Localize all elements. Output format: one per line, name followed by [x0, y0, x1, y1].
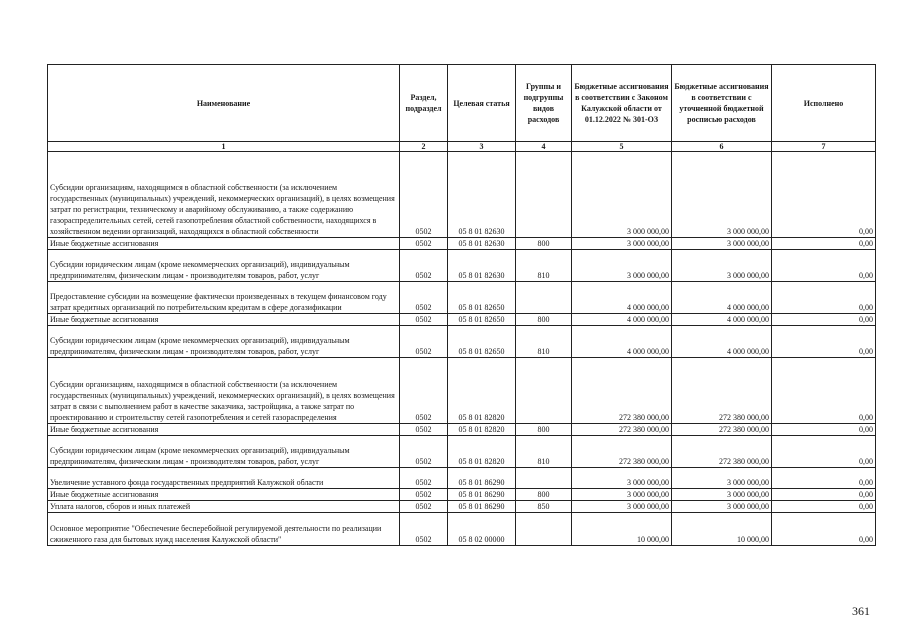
- row-name: Субсидии организациям, находящимся в областной собственности (за исключением государственных (муниципальных) учреждений, некоммерческих организаций), в целях возмещения затрат в связи с выполнением работ в качестве заказчика, застройщика, а также затрат по проектированию и строительству сетей газопотребления и сетей газораспределения: [48, 358, 400, 424]
- row-vid: [516, 513, 572, 546]
- row-law-amount: 3 000 000,00: [572, 238, 672, 250]
- row-ispolneno-amount: 0,00: [772, 424, 876, 436]
- header-law: Бюджетные ассигнования в соответствии с Законом Калужской области от 01.12.2022 № 301-ОЗ: [572, 65, 672, 142]
- row-razdel: 0502: [400, 238, 448, 250]
- row-razdel: 0502: [400, 326, 448, 358]
- row-statya: 05 8 01 82630: [448, 152, 516, 238]
- row-razdel: 0502: [400, 468, 448, 489]
- row-razdel: 0502: [400, 282, 448, 314]
- row-law-amount: 4 000 000,00: [572, 314, 672, 326]
- table-row: [48, 513, 876, 546]
- row-vid: 800: [516, 489, 572, 501]
- row-rospis-amount: 3 000 000,00: [672, 468, 772, 489]
- row-rospis-amount: 272 380 000,00: [672, 424, 772, 436]
- table-row: [48, 436, 876, 468]
- row-ispolneno-amount: 0,00: [772, 358, 876, 424]
- table-row: [48, 501, 876, 513]
- table-row: [48, 250, 876, 282]
- row-law-amount: 4 000 000,00: [572, 282, 672, 314]
- row-ispolneno-amount: 0,00: [772, 489, 876, 501]
- table-row: [48, 282, 876, 314]
- row-name: Уплата налогов, сборов и иных платежей: [48, 501, 400, 513]
- table-row: [48, 489, 876, 501]
- header-razdel: Раздел, подраздел: [400, 65, 448, 142]
- row-name: Субсидии юридическим лицам (кроме некоммерческих организаций), индивидуальным предпринимателям, физическим лицам - производителям товаров, работ, услуг: [48, 436, 400, 468]
- row-razdel: 0502: [400, 501, 448, 513]
- row-law-amount: 4 000 000,00: [572, 326, 672, 358]
- row-name: Основное мероприятие "Обеспечение бесперебойной регулируемой деятельности по реализации сжиженного газа для бытовых нужд населения Калужской области": [48, 513, 400, 546]
- row-law-amount: 3 000 000,00: [572, 501, 672, 513]
- row-ispolneno-amount: 0,00: [772, 238, 876, 250]
- column-number: 6: [672, 142, 772, 152]
- table-header-row: [48, 65, 876, 142]
- row-rospis-amount: 4 000 000,00: [672, 282, 772, 314]
- row-ispolneno-amount: 0,00: [772, 314, 876, 326]
- table-row: [48, 152, 876, 238]
- header-name: Наименование: [48, 65, 400, 142]
- row-rospis-amount: 4 000 000,00: [672, 326, 772, 358]
- row-razdel: 0502: [400, 513, 448, 546]
- row-statya: 05 8 02 00000: [448, 513, 516, 546]
- row-razdel: 0502: [400, 436, 448, 468]
- table-row: [48, 238, 876, 250]
- row-ispolneno-amount: 0,00: [772, 152, 876, 238]
- row-law-amount: 272 380 000,00: [572, 358, 672, 424]
- row-statya: 05 8 01 82820: [448, 436, 516, 468]
- header-vid: Группы и подгруппы видов расходов: [516, 65, 572, 142]
- row-ispolneno-amount: 0,00: [772, 501, 876, 513]
- row-ispolneno-amount: 0,00: [772, 282, 876, 314]
- row-razdel: 0502: [400, 489, 448, 501]
- row-law-amount: 3 000 000,00: [572, 468, 672, 489]
- row-razdel: 0502: [400, 358, 448, 424]
- row-statya: 05 8 01 82650: [448, 282, 516, 314]
- column-number: 3: [448, 142, 516, 152]
- row-razdel: 0502: [400, 314, 448, 326]
- row-name: Предоставление субсидии на возмещение фактически произведенных в текущем финансовом году затрат кредитных организаций по потребительским кредитам в сфере догазификации: [48, 282, 400, 314]
- row-ispolneno-amount: 0,00: [772, 250, 876, 282]
- header-ispolneno: Исполнено: [772, 65, 876, 142]
- row-statya: 05 8 01 86290: [448, 468, 516, 489]
- row-razdel: 0502: [400, 250, 448, 282]
- row-vid: 810: [516, 326, 572, 358]
- row-name: Субсидии организациям, находящимся в областной собственности (за исключением государственных (муниципальных) учреждений, некоммерческих организаций), в целях возмещения затрат по регистрации, техническому и аварийному обслуживанию, а также содержанию газораспределительных сетей, сетей газопотребления областной собственности, находящихся в хозяйственном ведении организаций, находящихся в областной собственности: [48, 152, 400, 238]
- table-body: [48, 152, 876, 546]
- row-law-amount: 3 000 000,00: [572, 489, 672, 501]
- row-statya: 05 8 01 82650: [448, 326, 516, 358]
- column-number: 2: [400, 142, 448, 152]
- row-rospis-amount: 3 000 000,00: [672, 489, 772, 501]
- column-number: 4: [516, 142, 572, 152]
- column-number-row: [48, 142, 876, 152]
- row-vid: 850: [516, 501, 572, 513]
- column-number: 7: [772, 142, 876, 152]
- table-row: [48, 424, 876, 436]
- row-statya: 05 8 01 82820: [448, 358, 516, 424]
- row-law-amount: 10 000,00: [572, 513, 672, 546]
- row-vid: [516, 152, 572, 238]
- row-rospis-amount: 10 000,00: [672, 513, 772, 546]
- row-law-amount: 272 380 000,00: [572, 436, 672, 468]
- table-row: [48, 358, 876, 424]
- row-statya: 05 8 01 82650: [448, 314, 516, 326]
- row-rospis-amount: 3 000 000,00: [672, 250, 772, 282]
- row-statya: 05 8 01 82820: [448, 424, 516, 436]
- row-ispolneno-amount: 0,00: [772, 513, 876, 546]
- row-statya: 05 8 01 82630: [448, 250, 516, 282]
- row-vid: [516, 282, 572, 314]
- header-rospis: Бюджетные ассигнования в соответствии с уточненной бюджетной росписью расходов: [672, 65, 772, 142]
- row-name: Субсидии юридическим лицам (кроме некоммерческих организаций), индивидуальным предпринимателям, физическим лицам - производителям товаров, работ, услуг: [48, 326, 400, 358]
- row-name: Иные бюджетные ассигнования: [48, 238, 400, 250]
- row-rospis-amount: 4 000 000,00: [672, 314, 772, 326]
- header-statya: Целевая статья: [448, 65, 516, 142]
- row-vid: 810: [516, 250, 572, 282]
- row-vid: 810: [516, 436, 572, 468]
- row-rospis-amount: 3 000 000,00: [672, 501, 772, 513]
- row-vid: [516, 468, 572, 489]
- row-law-amount: 272 380 000,00: [572, 424, 672, 436]
- row-vid: 800: [516, 424, 572, 436]
- budget-table: [47, 64, 876, 546]
- row-law-amount: 3 000 000,00: [572, 250, 672, 282]
- row-razdel: 0502: [400, 424, 448, 436]
- table-row: [48, 314, 876, 326]
- row-ispolneno-amount: 0,00: [772, 436, 876, 468]
- row-name: Иные бюджетные ассигнования: [48, 314, 400, 326]
- row-law-amount: 3 000 000,00: [572, 152, 672, 238]
- row-ispolneno-amount: 0,00: [772, 326, 876, 358]
- row-statya: 05 8 01 86290: [448, 501, 516, 513]
- row-rospis-amount: 272 380 000,00: [672, 358, 772, 424]
- row-rospis-amount: 3 000 000,00: [672, 238, 772, 250]
- row-statya: 05 8 01 82630: [448, 238, 516, 250]
- column-number: 1: [48, 142, 400, 152]
- row-statya: 05 8 01 86290: [448, 489, 516, 501]
- table-row: [48, 326, 876, 358]
- row-rospis-amount: 3 000 000,00: [672, 152, 772, 238]
- row-rospis-amount: 272 380 000,00: [672, 436, 772, 468]
- row-name: Иные бюджетные ассигнования: [48, 489, 400, 501]
- row-ispolneno-amount: 0,00: [772, 468, 876, 489]
- row-vid: 800: [516, 238, 572, 250]
- row-name: Увеличение уставного фонда государственных предприятий Калужской области: [48, 468, 400, 489]
- row-name: Иные бюджетные ассигнования: [48, 424, 400, 436]
- row-name: Субсидии юридическим лицам (кроме некоммерческих организаций), индивидуальным предпринимателям, физическим лицам - производителям товаров, работ, услуг: [48, 250, 400, 282]
- row-vid: [516, 358, 572, 424]
- page-number: 361: [852, 604, 870, 618]
- row-vid: 800: [516, 314, 572, 326]
- table-row: [48, 468, 876, 489]
- column-number: 5: [572, 142, 672, 152]
- row-razdel: 0502: [400, 152, 448, 238]
